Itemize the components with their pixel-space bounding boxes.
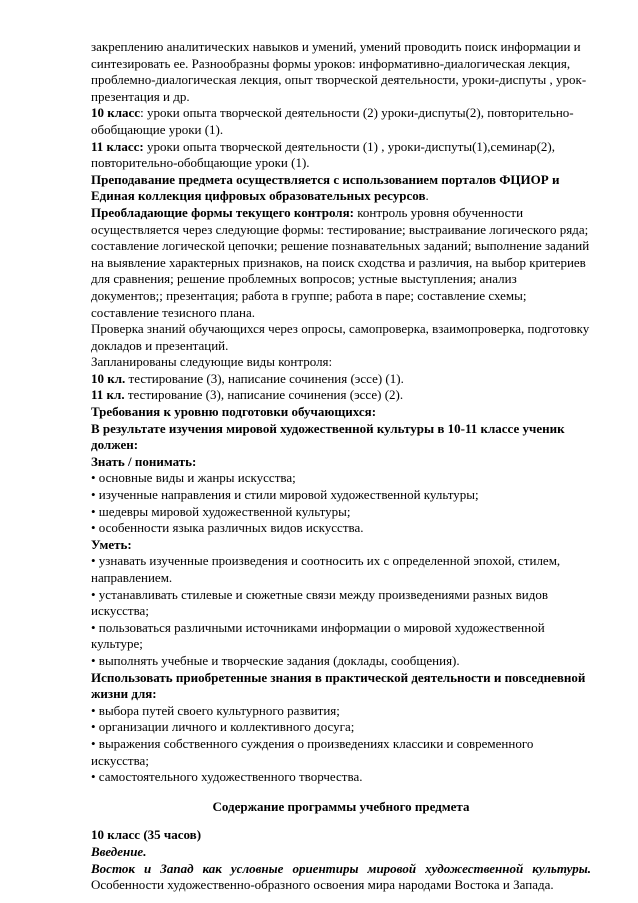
control-11-label: 11 кл.: [91, 387, 125, 403]
spacer: [91, 815, 591, 827]
portals-text: Преподавание предмета осуществляется с использованием порталов ФЦИОР и Единая коллекция цифровых образовательных ресурсов: [91, 171, 560, 204]
control-10-text: тестирование (3), написание сочинения (эссе) (1).: [125, 370, 404, 386]
portals-dot: .: [425, 188, 429, 204]
list-item: • шедевры мировой художественной культуры;: [91, 503, 351, 519]
list-item: • узнавать изученные произведения и соотносить их с определенной эпохой, стилем, направлением.: [91, 553, 561, 585]
intro-heading: Введение.: [91, 843, 147, 859]
list-item: • изученные направления и стили мировой художественной культуры;: [91, 487, 479, 503]
grade-10-lessons: [91, 105, 591, 138]
requirements-title: [91, 404, 591, 421]
control-10-label: 10 кл.: [91, 370, 126, 386]
check-paragraph: Проверка знаний обучающихся через опросы, самопроверка, взаимопроверка, подготовку докладов и презентаций.: [91, 321, 590, 353]
portals-paragraph: [91, 172, 591, 205]
grade-11-lessons: [91, 139, 591, 172]
can-title-text: Уметь:: [91, 536, 132, 552]
spacer: [91, 786, 591, 799]
grade-10-label: 10 класс: [91, 105, 141, 121]
document-page: [91, 39, 591, 894]
content-title: [91, 799, 591, 816]
control-paragraph: [91, 205, 591, 321]
grade-11-label: 11 класс:: [91, 138, 144, 154]
know-title-text: Знать / понимать:: [91, 453, 197, 469]
list-item: • основные виды и жанры искусства;: [91, 470, 296, 486]
control-text: контроль уровня обученности осуществляется через следующие формы: тестирование; выстраивание логического ряда; составление логической цепочки; решение познавательных заданий; выполнение заданий на выявление характерных признаков, на поиск сходства и различия, на выбор критериев для сравнения; решение проблемных вопросов; устные выступления; анализ документов;; презентация; работа в группе; работа в паре; составление схемы; составление тезисного плана.: [91, 204, 590, 320]
use-title: [91, 670, 591, 703]
grade-10-text: : уроки опыта творческой деятельности (2) уроки-диспуты(2), повторительно-обобщающие уроки (1).: [91, 105, 574, 137]
list-item: • выражения собственного суждения о произведениях классики и современного искусства;: [91, 735, 534, 768]
use-title-text: Использовать приобретенные знания в практической деятельности и повседневной жизни для:: [91, 669, 586, 702]
grade-heading: [91, 827, 591, 844]
control-label: Преобладающие формы текущего контроля:: [91, 204, 354, 220]
list-item: • самостоятельного художественного творчества.: [91, 769, 363, 785]
list-item: • пользоваться различными источниками информации о мировой художественной культуре;: [91, 619, 545, 652]
features-paragraph: Особенности художественно-образного освоения мира народами Востока и Запада.: [91, 877, 554, 893]
know-title: [91, 454, 591, 471]
intro-paragraph: закреплению аналитических навыков и умений, умений проводить поиск информации и синтезировать ее. Разнообразны формы уроков: информативно-диалогическая лекция, проблемно-диалогическая лекция, опыт творческой деятельности, уроки-диспуты , урок-презентация и др.: [91, 39, 587, 104]
east-west-heading: Восток и Запад как условные ориентиры мировой художественной культуры.: [91, 860, 591, 876]
content-title-text: Содержание программы учебного предмета: [212, 798, 470, 814]
control-10-line: [91, 371, 591, 388]
control-11-text: тестирование (3), написание сочинения (эссе) (2).: [124, 387, 404, 403]
requirements-title-text: Требования к уровню подготовки обучающихся:: [91, 404, 377, 420]
requirements-subtitle-text: В результате изучения мировой художественной культуры в 10-11 классе ученик должен:: [91, 420, 565, 453]
list-item: • выполнять учебные и творческие задания (доклады, сообщения).: [91, 652, 460, 668]
list-item: • организации личного и коллективного досуга;: [91, 719, 355, 735]
grade-heading-text: 10 класс (35 часов): [91, 827, 202, 843]
list-item: • выбора путей своего культурного развития;: [91, 702, 340, 718]
list-item: • особенности языка различных видов искусства.: [91, 520, 364, 536]
grade-11-text: уроки опыта творческой деятельности (1) , уроки-диспуты(1),семинар(2), повторительно-обобщающие уроки (1).: [91, 138, 556, 171]
list-item: • устанавливать стилевые и сюжетные связи между произведениями разных видов искусства;: [91, 586, 548, 619]
control-11-line: [91, 387, 591, 404]
can-title: [91, 537, 591, 554]
planned-paragraph: Запланированы следующие виды контроля:: [91, 354, 333, 370]
requirements-subtitle: [91, 421, 591, 454]
